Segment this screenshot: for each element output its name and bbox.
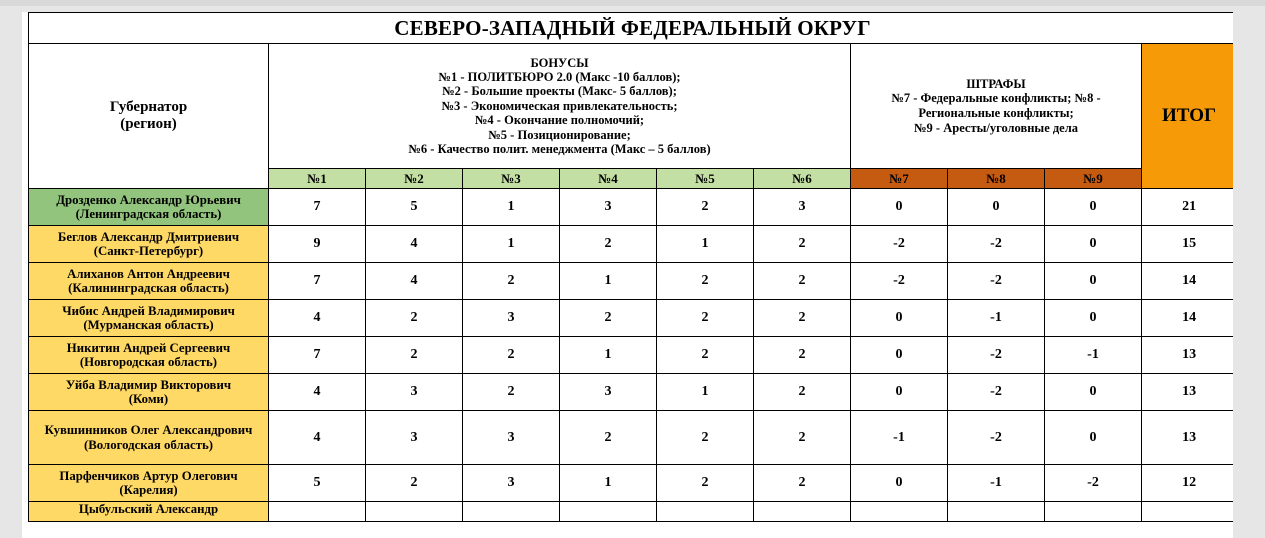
governor-region: (Санкт-Петербург): [93, 244, 204, 258]
bonus-col-6: №6: [754, 169, 851, 189]
score-cell-1: 5: [269, 465, 366, 502]
score-cell-5: 2: [657, 300, 754, 337]
score-cell-9: 0: [1045, 300, 1142, 337]
total-score-cell: 14: [1142, 300, 1234, 337]
score-cell-6: 2: [754, 300, 851, 337]
bonus-col-1: №1: [269, 169, 366, 189]
governor-cell: [29, 226, 269, 263]
governor-name: Дрозденко Александр Юрьевич: [56, 192, 241, 207]
governor-cell: [29, 337, 269, 374]
score-cell-8: -2: [948, 263, 1045, 300]
bonus-header-line: №2 - Большие проекты (Макс- 5 баллов);: [442, 84, 677, 99]
score-cell-7: -1: [851, 411, 948, 465]
governor-name: Чибис Андрей Владимирович: [62, 303, 235, 318]
score-cell-9: 0: [1045, 189, 1142, 226]
score-cell-4: 1: [560, 465, 657, 502]
score-cell-2: [366, 502, 463, 522]
score-cell-6: 3: [754, 189, 851, 226]
viewer-top-bar: [0, 0, 1265, 6]
total-score-cell: 14: [1142, 263, 1234, 300]
governor-cell: [29, 502, 269, 522]
governor-name: Беглов Александр Дмитриевич: [57, 229, 240, 244]
bonus-col-3: №3: [463, 169, 560, 189]
governor-name: Уйба Владимир Викторович: [65, 377, 232, 392]
score-cell-2: 4: [366, 226, 463, 263]
fine-col-7: №7: [851, 169, 948, 189]
bonus-header-line: №4 - Окончание полномочий;: [474, 113, 645, 128]
score-cell-1: 7: [269, 337, 366, 374]
total-score-cell: 13: [1142, 337, 1234, 374]
score-cell-8: -2: [948, 226, 1045, 263]
governor-column-header: [29, 44, 269, 189]
score-cell-7: 0: [851, 337, 948, 374]
score-cell-4: 2: [560, 226, 657, 263]
governor-cell: [29, 411, 269, 465]
governor-region: (Калининградская область): [68, 281, 229, 295]
bonus-header-line: БОНУСЫ: [530, 55, 589, 70]
score-cell-9: 0: [1045, 411, 1142, 465]
score-cell-3: 3: [463, 465, 560, 502]
score-cell-9: 0: [1045, 226, 1142, 263]
score-cell-8: [948, 502, 1045, 522]
governor-cell: [29, 189, 269, 226]
governor-name: Алиханов Антон Андреевич: [67, 266, 230, 281]
fines-header-line: ШТРАФЫ: [966, 76, 1026, 91]
score-cell-8: -1: [948, 465, 1045, 502]
governor-cell: [29, 465, 269, 502]
fines-header-line: Региональные конфликты;: [918, 106, 1074, 120]
bonus-col-2: №2: [366, 169, 463, 189]
score-cell-5: 1: [657, 226, 754, 263]
bonus-header-line: №1 - ПОЛИТБЮРО 2.0 (Макс -10 баллов);: [438, 69, 681, 84]
table-row: [29, 337, 1234, 374]
score-cell-5: 2: [657, 465, 754, 502]
score-cell-4: 1: [560, 337, 657, 374]
score-cell-7: 0: [851, 300, 948, 337]
score-cell-5: [657, 502, 754, 522]
score-cell-3: 3: [463, 300, 560, 337]
score-cell-3: [463, 502, 560, 522]
score-cell-7: 0: [851, 465, 948, 502]
score-cell-9: -1: [1045, 337, 1142, 374]
governor-cell: [29, 263, 269, 300]
table-row: [29, 300, 1234, 337]
governor-header-line1: Губернатор: [109, 99, 188, 115]
score-cell-1: 4: [269, 374, 366, 411]
score-cell-9: [1045, 502, 1142, 522]
score-cell-2: 5: [366, 189, 463, 226]
score-cell-1: 9: [269, 226, 366, 263]
score-cell-4: 2: [560, 300, 657, 337]
score-cell-9: 0: [1045, 263, 1142, 300]
ratings-table: [28, 12, 1233, 522]
score-cell-7: -2: [851, 226, 948, 263]
bonus-header: [269, 44, 851, 169]
score-cell-2: 2: [366, 300, 463, 337]
score-cell-4: 3: [560, 189, 657, 226]
score-cell-7: 0: [851, 374, 948, 411]
governor-header-line2: (регион): [120, 116, 177, 132]
governor-name: Парфенчиков Артур Олегович: [59, 468, 238, 483]
score-cell-9: -2: [1045, 465, 1142, 502]
score-cell-4: 3: [560, 374, 657, 411]
score-cell-6: 2: [754, 465, 851, 502]
fines-header: [851, 44, 1142, 169]
score-cell-1: 7: [269, 263, 366, 300]
score-cell-1: 4: [269, 411, 366, 465]
bonus-header-line: №5 - Позиционирование;: [488, 127, 631, 142]
bonus-header-line: №3 - Экономическая привлекательность;: [441, 98, 678, 113]
score-cell-6: 2: [754, 263, 851, 300]
table-row: [29, 465, 1234, 502]
score-cell-1: 7: [269, 189, 366, 226]
score-cell-2: 3: [366, 411, 463, 465]
table-row: [29, 411, 1234, 465]
score-cell-1: 4: [269, 300, 366, 337]
governor-region: (Мурманская область): [83, 318, 214, 332]
score-cell-7: [851, 502, 948, 522]
bonus-col-4: №4: [560, 169, 657, 189]
score-cell-3: 2: [463, 263, 560, 300]
table-row: [29, 263, 1234, 300]
total-score-cell: 15: [1142, 226, 1234, 263]
document-page: [22, 12, 1233, 538]
table-row: [29, 226, 1234, 263]
governor-cell: [29, 374, 269, 411]
score-cell-5: 2: [657, 189, 754, 226]
governor-name: Никитин Андрей Сергеевич: [66, 340, 231, 355]
governor-name: Цыбульский Александр: [78, 502, 219, 516]
score-cell-7: 0: [851, 189, 948, 226]
fine-col-8: №8: [948, 169, 1045, 189]
score-cell-8: -2: [948, 337, 1045, 374]
governor-region: (Новгородская область): [79, 355, 218, 369]
table-row: [29, 189, 1234, 226]
score-cell-6: 2: [754, 337, 851, 374]
fines-header-line: №7 - Федеральные конфликты; №8 -: [891, 91, 1101, 106]
score-cell-5: 2: [657, 411, 754, 465]
score-cell-1: [269, 502, 366, 522]
governor-region: (Коми): [128, 392, 169, 406]
governor-cell: [29, 300, 269, 337]
total-score-cell: 12: [1142, 465, 1234, 502]
score-cell-3: 1: [463, 226, 560, 263]
score-cell-6: [754, 502, 851, 522]
bonus-col-5: №5: [657, 169, 754, 189]
total-column-header: ИТОГ: [1142, 44, 1234, 189]
score-cell-4: [560, 502, 657, 522]
score-cell-8: -2: [948, 374, 1045, 411]
score-cell-2: 4: [366, 263, 463, 300]
score-cell-5: 2: [657, 263, 754, 300]
bonus-header-line: №6 - Качество полит. менеджмента (Макс – 5 баллов): [408, 142, 711, 157]
score-cell-2: 2: [366, 465, 463, 502]
table-row: [29, 502, 1234, 522]
score-cell-3: 1: [463, 189, 560, 226]
score-cell-7: -2: [851, 263, 948, 300]
score-cell-3: 2: [463, 337, 560, 374]
score-cell-9: 0: [1045, 374, 1142, 411]
score-cell-6: 2: [754, 374, 851, 411]
table-row: [29, 374, 1234, 411]
score-cell-8: -2: [948, 411, 1045, 465]
total-score-cell: 13: [1142, 411, 1234, 465]
score-cell-6: 2: [754, 411, 851, 465]
score-cell-4: 1: [560, 263, 657, 300]
score-cell-5: 2: [657, 337, 754, 374]
score-cell-3: 2: [463, 374, 560, 411]
score-cell-8: 0: [948, 189, 1045, 226]
score-cell-6: 2: [754, 226, 851, 263]
total-score-cell: 13: [1142, 374, 1234, 411]
governor-name: Кувшинников Олег Александрович (Вологодская область): [44, 423, 253, 452]
fine-col-9: №9: [1045, 169, 1142, 189]
governor-region: (Ленинградская область): [75, 207, 222, 221]
total-score-cell: [1142, 502, 1234, 522]
score-cell-2: 3: [366, 374, 463, 411]
score-cell-2: 2: [366, 337, 463, 374]
score-cell-3: 3: [463, 411, 560, 465]
total-score-cell: 21: [1142, 189, 1234, 226]
score-cell-5: 1: [657, 374, 754, 411]
fines-header-line: №9 - Аресты/уголовные дела: [914, 120, 1078, 135]
score-cell-8: -1: [948, 300, 1045, 337]
governor-region: (Карелия): [119, 483, 178, 497]
table-title: СЕВЕРО-ЗАПАДНЫЙ ФЕДЕРАЛЬНЫЙ ОКРУГ: [29, 13, 1234, 44]
score-cell-4: 2: [560, 411, 657, 465]
